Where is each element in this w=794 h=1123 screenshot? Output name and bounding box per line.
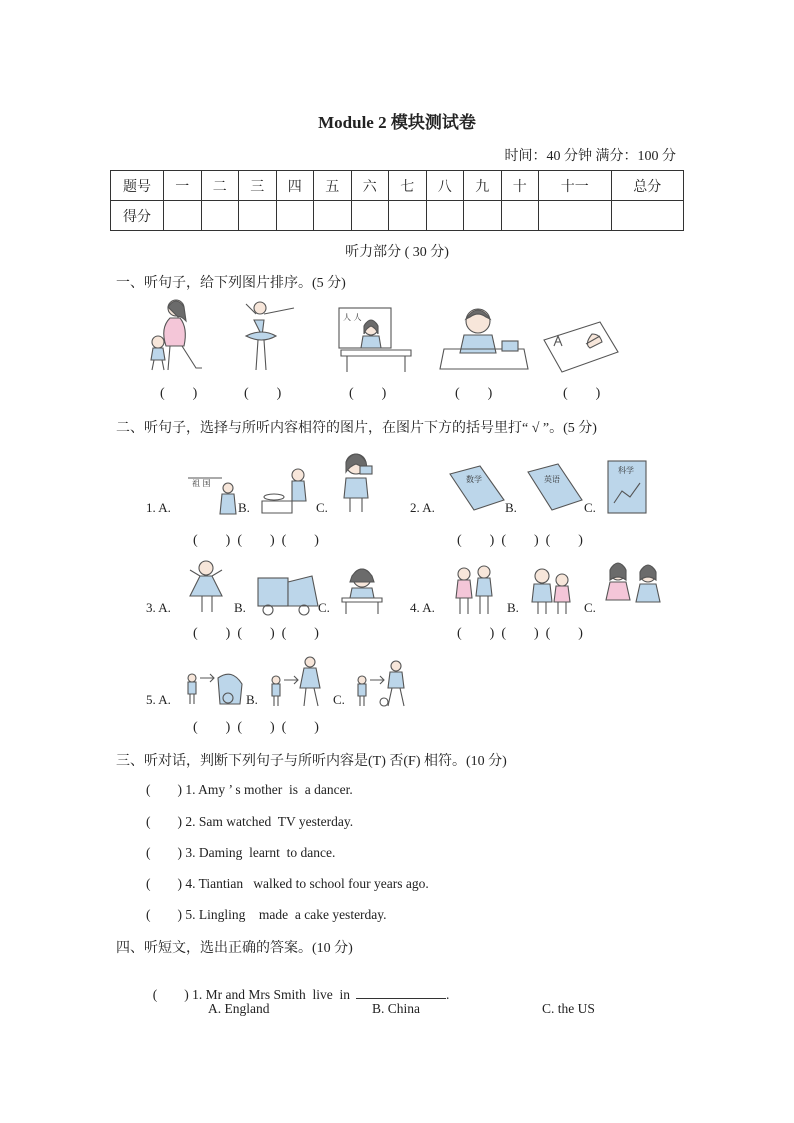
teacher-board-icon xyxy=(188,470,240,516)
math-book-label: 数学 xyxy=(466,475,482,484)
header-cell: 十一 xyxy=(539,171,612,201)
cooking-icon xyxy=(260,465,312,515)
s4-q1-text: ( ) 1. Mr and Mrs Smith live in xyxy=(152,987,350,1002)
page-title: Module 2 模块测试卷 xyxy=(318,113,476,132)
score-cell[interactable] xyxy=(201,201,239,231)
s1-paren-2[interactable]: ( ) xyxy=(244,386,282,401)
s3-item-1[interactable]: ( ) 1. Amy ’ s mother is a dancer. xyxy=(146,782,353,797)
s1-paren-1[interactable]: ( ) xyxy=(160,386,198,401)
q1-a-label: 1. A. xyxy=(146,500,171,515)
girl-dancing-icon xyxy=(184,558,230,614)
score-table xyxy=(110,170,684,231)
header-cell: 八 xyxy=(426,171,464,201)
teacher-blackboard-icon xyxy=(335,306,415,374)
hand-drawing-icon xyxy=(540,320,620,375)
q2-a-label: 2. A. xyxy=(410,500,435,515)
grow-to-dancer-icon xyxy=(266,654,326,708)
q5-b-label: B. xyxy=(246,692,258,707)
q4-a-label: 4. A. xyxy=(410,600,435,615)
score-cell[interactable] xyxy=(239,201,277,231)
header-cell: 二 xyxy=(201,171,239,201)
header-cell: 七 xyxy=(389,171,427,201)
s3-item-5[interactable]: ( ) 5. Lingling made a cake yesterday. xyxy=(146,907,387,922)
score-cell[interactable] xyxy=(276,201,314,231)
score-cell[interactable] xyxy=(351,201,389,231)
score-cell[interactable] xyxy=(389,201,427,231)
header-cell: 三 xyxy=(239,171,277,201)
q5-a-label: 5. A. xyxy=(146,692,171,707)
boy-writing-icon xyxy=(440,305,530,375)
s4-option-b[interactable]: B. China xyxy=(372,1001,421,1016)
s4-question-1[interactable] xyxy=(146,970,449,1003)
grow-to-footballer-icon xyxy=(354,658,410,708)
score-label-cell: 得分 xyxy=(111,201,164,231)
score-cell[interactable] xyxy=(611,201,684,231)
q1-c-label: C. xyxy=(316,500,328,515)
section2-instruction: 二、听句子，选择与所听内容相符的图片，在图片下方的括号里打“ √ ”。(5 分) xyxy=(116,421,597,436)
score-cell[interactable] xyxy=(164,201,202,231)
header-cell: 四 xyxy=(276,171,314,201)
section4-instruction: 四、听短文，选出正确的答案。(10 分) xyxy=(116,941,353,956)
section3-instruction: 三、听对话，判断下列句子与所听内容是(T) 否(F) 相符。(10 分) xyxy=(116,754,507,769)
score-cell[interactable] xyxy=(539,201,612,231)
score-cell[interactable] xyxy=(464,201,502,231)
ballet-dancer-icon xyxy=(232,298,307,373)
s1-paren-4[interactable]: ( ) xyxy=(455,386,493,401)
header-cell: 五 xyxy=(314,171,352,201)
q2-parens[interactable]: ( ) ( ) ( ) xyxy=(457,533,583,548)
girl-at-desk-icon xyxy=(340,566,384,614)
q5-parens[interactable]: ( ) ( ) ( ) xyxy=(193,720,319,735)
q3-a-label: 3. A. xyxy=(146,600,171,615)
english-book-label: 英语 xyxy=(544,475,560,484)
time-info: 时间：40 分钟 满分：100 分 xyxy=(504,149,676,164)
girl-camera-icon xyxy=(336,448,380,514)
s1-paren-5[interactable]: ( ) xyxy=(563,386,601,401)
score-cell[interactable] xyxy=(426,201,464,231)
q2-b-label: B. xyxy=(505,500,517,515)
header-cell: 一 xyxy=(164,171,202,201)
header-cell: 题号 xyxy=(111,171,164,201)
grandparents-icon xyxy=(530,566,574,616)
listening-heading: 听力部分 ( 30 分) xyxy=(345,245,449,260)
science-book-icon xyxy=(606,459,648,515)
score-table-score-row xyxy=(111,201,684,231)
science-book-label: 科学 xyxy=(618,466,634,475)
header-cell: 总分 xyxy=(611,171,684,201)
score-cell[interactable] xyxy=(314,201,352,231)
two-girls-icon xyxy=(604,560,666,612)
truck-icon xyxy=(256,572,320,616)
q4-c-label: C. xyxy=(584,600,596,615)
two-friends-icon xyxy=(452,564,496,616)
s3-item-4[interactable]: ( ) 4. Tiantian walked to school four years ago. xyxy=(146,876,429,891)
s4-option-a[interactable]: A. England xyxy=(208,1001,270,1016)
q4-b-label: B. xyxy=(507,600,519,615)
board-text: 祖 国 xyxy=(192,479,211,488)
score-table-header-row xyxy=(111,171,684,201)
q3-c-label: C. xyxy=(318,600,330,615)
q1-parens[interactable]: ( ) ( ) ( ) xyxy=(193,533,319,548)
svg-text:人 人: 人 人 xyxy=(343,313,362,322)
s3-item-2[interactable]: ( ) 2. Sam watched TV yesterday. xyxy=(146,814,354,829)
q2-c-label: C. xyxy=(584,500,596,515)
header-cell: 九 xyxy=(464,171,502,201)
english-book-icon xyxy=(526,462,584,514)
mother-child-icon xyxy=(140,298,210,373)
s4-q1-end: . xyxy=(446,987,450,1002)
s1-paren-3[interactable]: ( ) xyxy=(349,386,387,401)
header-cell: 十 xyxy=(501,171,539,201)
q3-b-label: B. xyxy=(234,600,246,615)
answer-blank[interactable] xyxy=(356,986,446,999)
score-cell[interactable] xyxy=(501,201,539,231)
s3-item-3[interactable]: ( ) 3. Daming learnt to dance. xyxy=(146,845,336,860)
section1-instruction: 一、听句子，给下列图片排序。(5 分) xyxy=(116,276,346,291)
s4-option-c[interactable]: C. the US xyxy=(542,1001,595,1016)
grow-to-farmer-icon xyxy=(184,664,246,708)
header-cell: 六 xyxy=(351,171,389,201)
math-book-icon xyxy=(448,464,506,514)
q1-b-label: B. xyxy=(238,500,250,515)
q3-parens[interactable]: ( ) ( ) ( ) xyxy=(193,626,319,641)
q4-parens[interactable]: ( ) ( ) ( ) xyxy=(457,626,583,641)
q5-c-label: C. xyxy=(333,692,345,707)
